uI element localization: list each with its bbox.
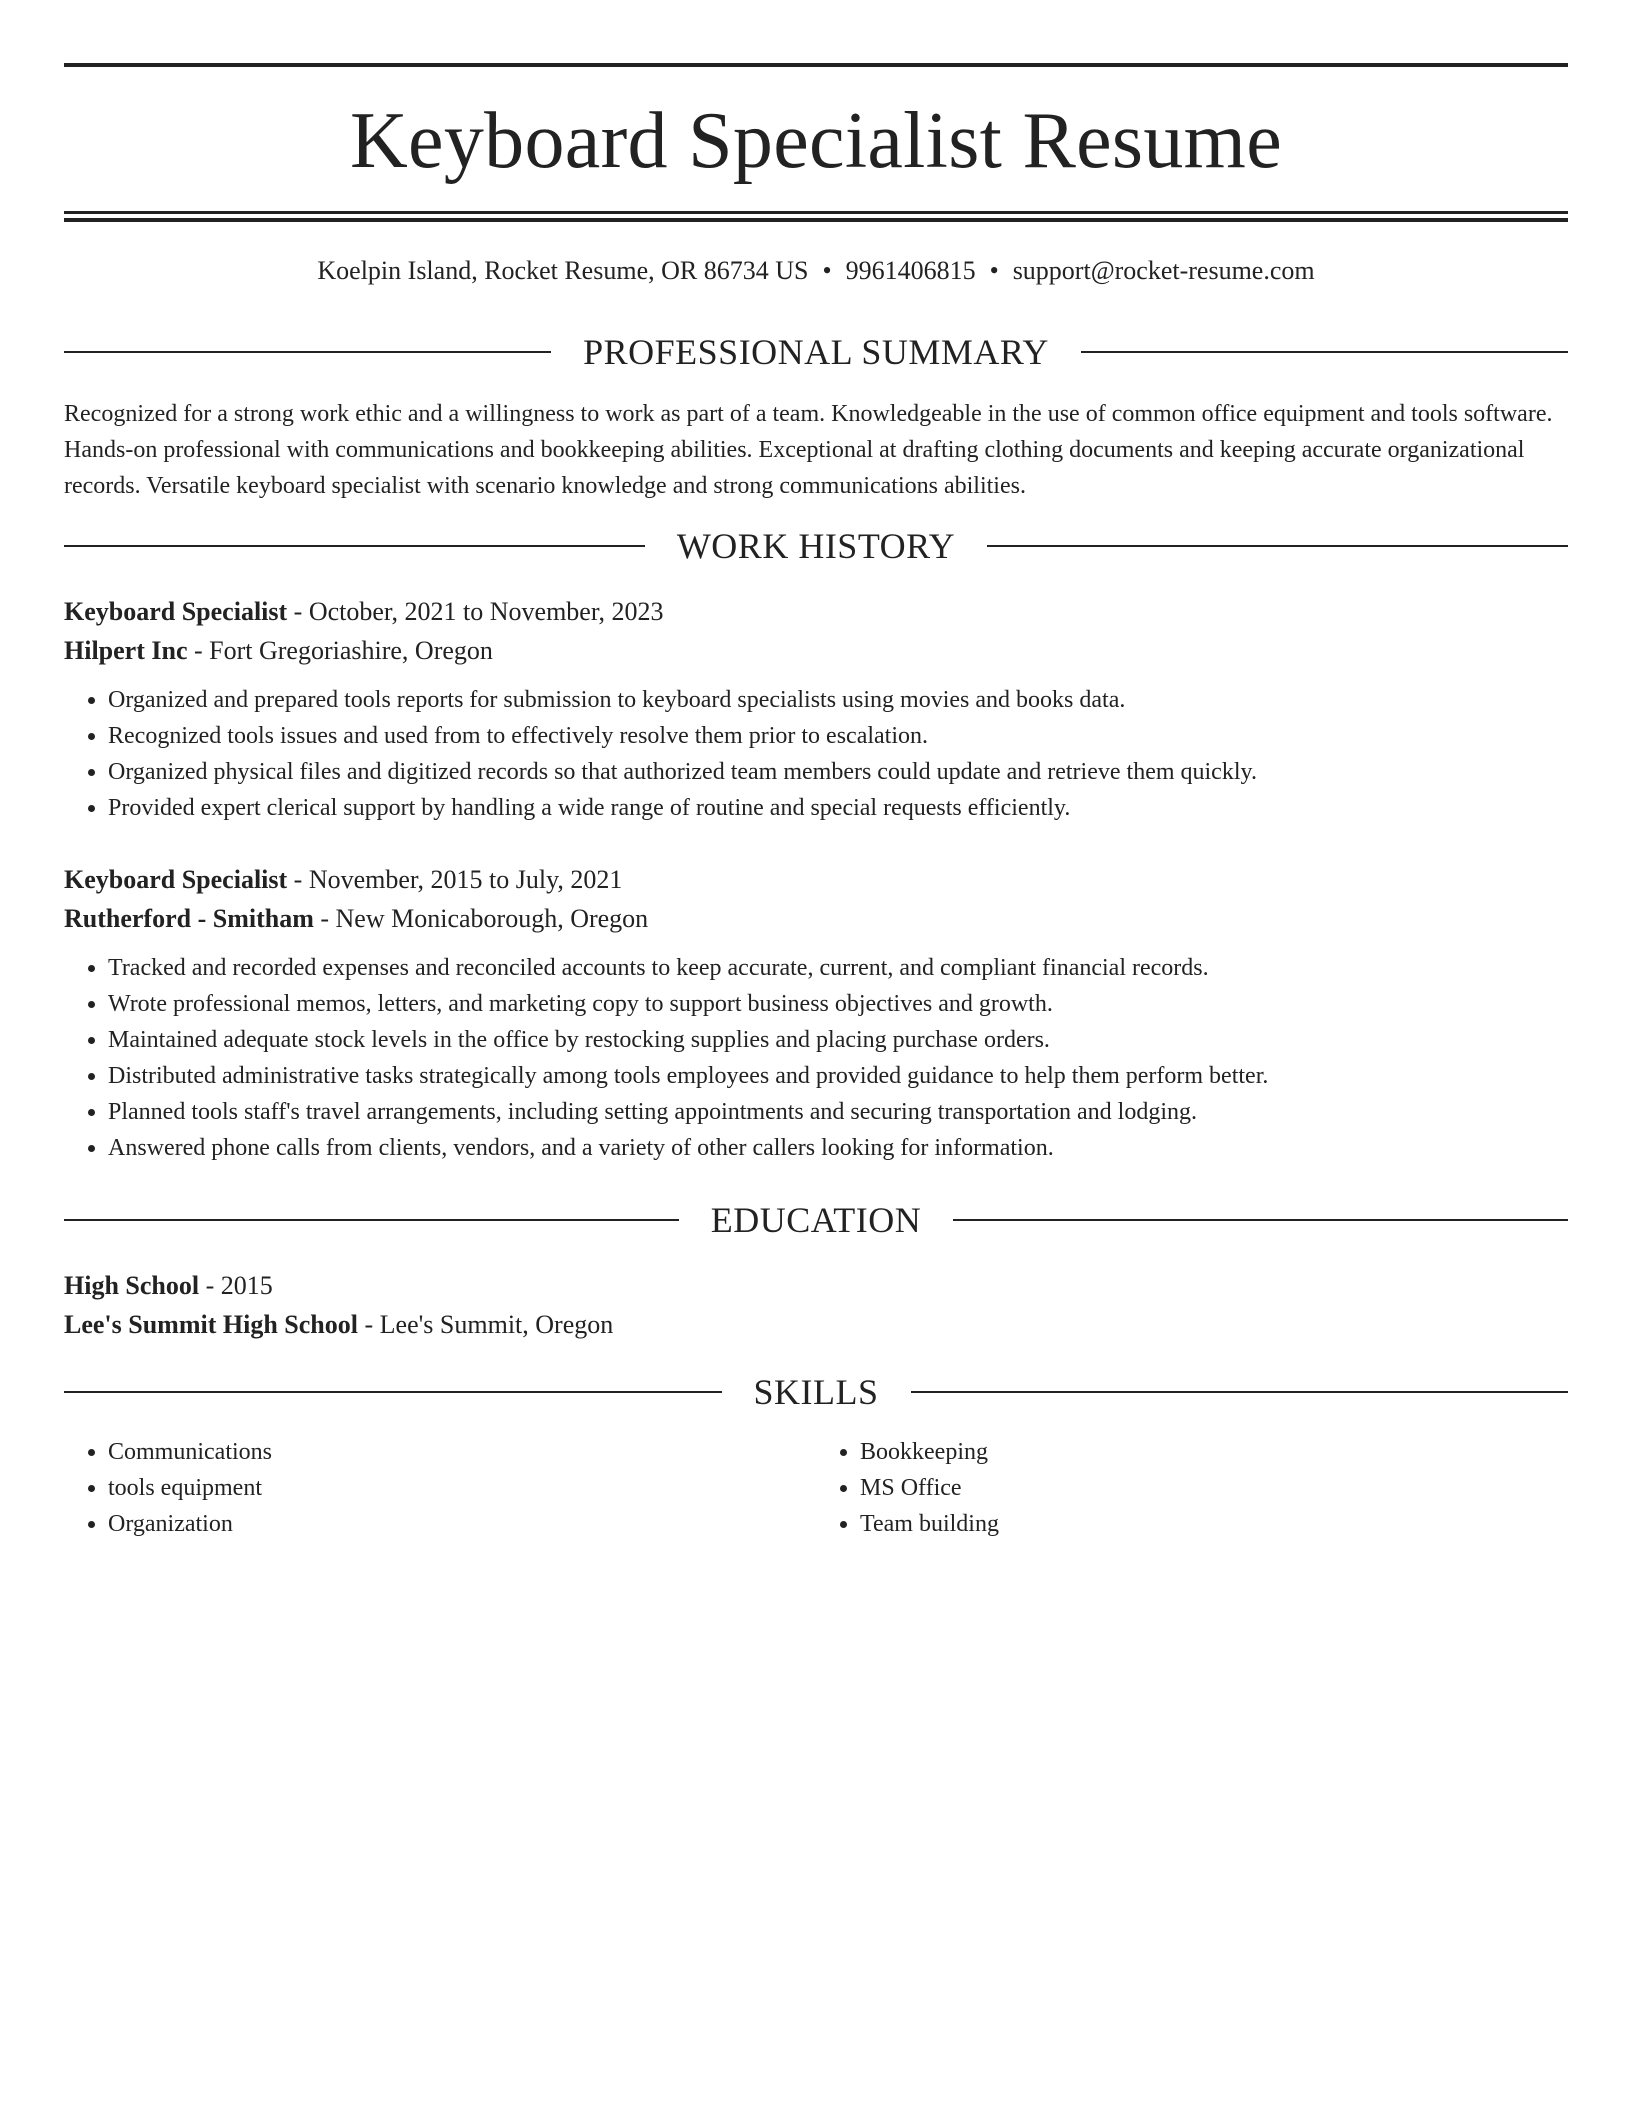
contact-phone: 9961406815	[845, 256, 976, 285]
job-title-line	[64, 860, 1568, 899]
job-location: - New Monicaborough, Oregon	[313, 903, 649, 933]
job-company-line	[64, 899, 1568, 938]
summary-text: Recognized for a strong work ethic and a willingness to work as part of a team. Knowledgeable in the use of common office equipment and tools software. Hands-on professional with communications and bookkeeping abilities. Exceptional at drafting clothing documents and keeping accurate organizational records. Versatile keyboard specialist with scenario knowledge and strong communications abilities.	[64, 400, 1553, 499]
heading-rule	[987, 545, 1568, 547]
heading-rule	[953, 1219, 1568, 1221]
list-item: • Distributed administrative tasks strategically among tools employees and provided guidance to help them perform better.	[108, 1058, 1568, 1094]
section-heading-education	[64, 1199, 1568, 1240]
list-item: • Maintained adequate stock levels in the office by restocking supplies and placing purchase orders.	[108, 1022, 1568, 1058]
heading-rule	[64, 351, 551, 353]
heading-rule	[1081, 351, 1568, 353]
skill-item: • MS Office	[860, 1470, 1568, 1506]
skill-item: • Communications	[108, 1434, 816, 1470]
job-title-line	[64, 592, 1568, 631]
education-school: Lee's Summit High School	[64, 1309, 358, 1339]
job-company: Hilpert Inc	[64, 635, 188, 665]
contact-separator: •	[822, 256, 832, 285]
skills-columns	[64, 1434, 1568, 1542]
skills-list-left	[64, 1434, 816, 1542]
job-location: - Fort Gregoriashire, Oregon	[187, 635, 493, 665]
list-item: • Recognized tools issues and used from to effectively resolve them prior to escalation.	[108, 718, 1568, 754]
job-company-line	[64, 631, 1568, 670]
skill-item: • Team building	[860, 1506, 1568, 1542]
list-item: • Tracked and recorded expenses and reconciled accounts to keep accurate, current, and compliant financial records.	[108, 950, 1568, 986]
section-heading-skills	[64, 1371, 1568, 1412]
job-bullet-list	[64, 682, 1568, 826]
list-item: • Organized physical files and digitized records so that authorized team members could update and retrieve them quickly.	[108, 754, 1568, 790]
section-title: SKILLS	[753, 1371, 879, 1412]
top-rule	[64, 63, 1568, 67]
contact-separator: •	[989, 256, 999, 285]
job-dates: - October, 2021 to November, 2023	[287, 596, 664, 626]
heading-rule	[911, 1391, 1569, 1393]
job-entry	[64, 860, 1568, 1166]
contact-email: support@rocket-resume.com	[1012, 256, 1315, 285]
education-year: - 2015	[199, 1270, 273, 1300]
list-item: • Planned tools staff's travel arrangements, including setting appointments and securing transportation and lodging.	[108, 1094, 1568, 1130]
list-item: • Provided expert clerical support by handling a wide range of routine and special requests efficiently.	[108, 790, 1568, 826]
title-double-rule	[64, 211, 1568, 222]
education-school-line	[64, 1305, 1568, 1344]
education-degree-line	[64, 1266, 1568, 1305]
skill-item: • tools equipment	[108, 1470, 816, 1506]
heading-rule	[64, 1391, 722, 1393]
section-title: PROFESSIONAL SUMMARY	[583, 331, 1049, 372]
section-heading-work-history	[64, 525, 1568, 566]
education-degree: High School	[64, 1270, 200, 1300]
heading-rule	[64, 545, 645, 547]
page-title: Keyboard Specialist Resume	[349, 97, 1283, 185]
list-item: • Organized and prepared tools reports for submission to keyboard specialists using movies and books data.	[108, 682, 1568, 718]
section-heading-summary	[64, 331, 1568, 372]
skills-list-right	[816, 1434, 1568, 1542]
job-entry	[64, 592, 1568, 826]
section-title: EDUCATION	[710, 1199, 922, 1240]
contact-address: Koelpin Island, Rocket Resume, OR 86734 US	[317, 256, 809, 285]
skill-item: • Organization	[108, 1506, 816, 1542]
education-location: - Lee's Summit, Oregon	[357, 1309, 614, 1339]
education-entry	[64, 1266, 1568, 1344]
contact-line	[64, 254, 1568, 288]
skill-item: • Bookkeeping	[860, 1434, 1568, 1470]
heading-rule	[64, 1219, 679, 1221]
job-dates: - November, 2015 to July, 2021	[287, 864, 623, 894]
job-company: Rutherford - Smitham	[64, 903, 314, 933]
section-title: WORK HISTORY	[676, 525, 956, 566]
job-title: Keyboard Specialist	[64, 596, 288, 626]
job-title: Keyboard Specialist	[64, 864, 288, 894]
list-item: • Wrote professional memos, letters, and marketing copy to support business objectives and growth.	[108, 986, 1568, 1022]
job-bullet-list	[64, 950, 1568, 1166]
list-item: • Answered phone calls from clients, vendors, and a variety of other callers looking for information.	[108, 1130, 1568, 1166]
